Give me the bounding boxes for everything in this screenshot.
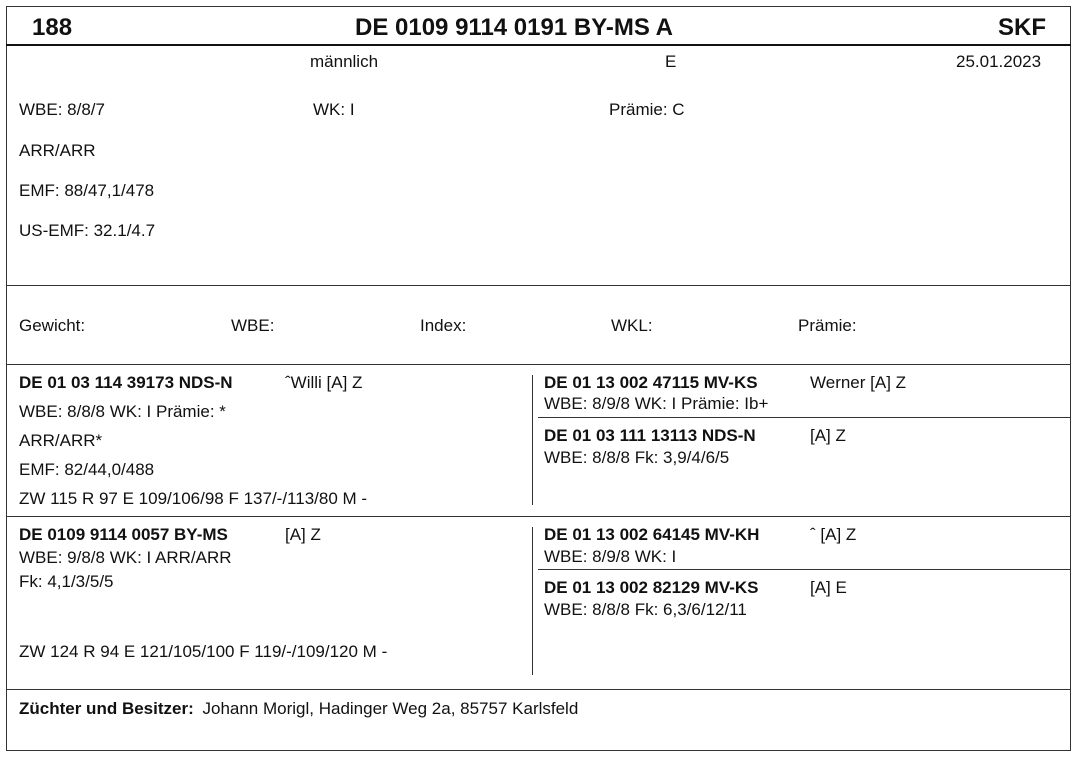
sire-sire-name: Werner [A] Z (810, 373, 907, 392)
sire-name: ˆWilli [A] Z (285, 373, 363, 392)
header-divider (6, 44, 1071, 46)
sire-dam-name: [A] Z (810, 426, 846, 445)
dam-sire-id: DE 01 13 002 64145 MV-KH (544, 525, 760, 544)
sire-column-divider (532, 375, 533, 505)
sex: männlich (310, 52, 379, 71)
dam-dam-name: [A] E (810, 578, 847, 597)
arr-value: ARR/ARR (19, 141, 96, 160)
wbe-value: WBE: 8/8/7 (19, 100, 105, 119)
fields-divider (6, 364, 1071, 365)
dam-id: DE 0109 9114 0057 BY-MS (19, 525, 228, 544)
dam-dam-line1: WBE: 8/8/8 Fk: 6,3/6/12/11 (544, 600, 747, 619)
wkl-label: WKL: (611, 316, 653, 335)
sire-dam-line1: WBE: 8/8/8 Fk: 3,9/4/6/5 (544, 448, 730, 467)
dam-line1: WBE: 9/8/8 WK: I ARR/ARR (19, 548, 232, 567)
index-label: Index: (420, 316, 467, 335)
breed-code: SKF (998, 14, 1046, 41)
sire-line1: WBE: 8/8/8 WK: I Prämie: * (19, 402, 226, 421)
sire-line4: ZW 115 R 97 E 109/106/98 F 137/-/113/80 M - (19, 489, 368, 508)
grade-code: E (665, 52, 677, 71)
sire-block-divider (6, 516, 1071, 517)
sire-sire-line1: WBE: 8/9/8 WK: I Prämie: Ib+ (544, 394, 769, 413)
breeder-owner-label: Züchter und Besitzer: (19, 699, 194, 718)
sire-line3: EMF: 82/44,0/488 (19, 460, 155, 479)
dam-sire-line1: WBE: 8/9/8 WK: I (544, 547, 677, 566)
wk-value: WK: I (313, 100, 355, 119)
praemie-label: Prämie: (798, 316, 857, 335)
dam-dam-id: DE 01 13 002 82129 MV-KS (544, 578, 759, 597)
sire-id: DE 01 03 114 39173 NDS-N (19, 373, 233, 392)
sire-dam-id: DE 01 03 111 13113 NDS-N (544, 426, 756, 445)
dam-line2: Fk: 4,1/3/5/5 (19, 572, 114, 591)
dam-column-divider (532, 527, 533, 675)
gewicht-label: Gewicht: (19, 316, 86, 335)
dam-block-divider (6, 689, 1071, 690)
breeder-owner-value: Johann Morigl, Hadinger Weg 2a, 85757 Karlsfeld (202, 699, 579, 718)
dam-grand-divider (538, 569, 1071, 570)
card-number: 188 (32, 14, 73, 41)
dam-line3: ZW 124 R 94 E 121/105/100 F 119/-/109/120 M - (19, 642, 388, 661)
date: 25.01.2023 (956, 52, 1042, 71)
dam-sire-name: ˆ [A] Z (810, 525, 857, 544)
praemie-value: Prämie: C (609, 100, 685, 119)
wbe-label: WBE: (231, 316, 275, 335)
us-emf-value: US-EMF: 32.1/4.7 (19, 221, 156, 240)
sire-line2: ARR/ARR* (19, 431, 103, 450)
animal-id: DE 0109 9114 0191 BY-MS A (355, 14, 673, 41)
info-divider (6, 285, 1071, 286)
dam-name: [A] Z (285, 525, 321, 544)
emf-value: EMF: 88/47,1/478 (19, 181, 155, 200)
sire-sire-id: DE 01 13 002 47115 MV-KS (544, 373, 758, 392)
breeder-owner (19, 699, 578, 719)
sire-grand-divider (538, 417, 1071, 418)
